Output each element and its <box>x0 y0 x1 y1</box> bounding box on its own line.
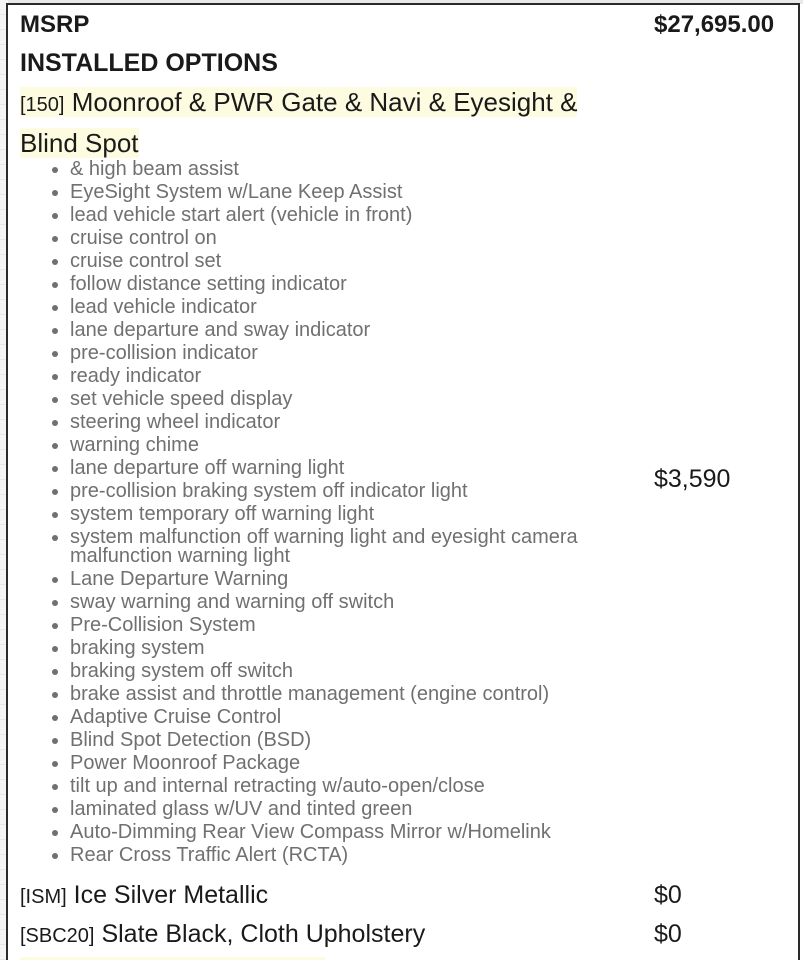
feature-item: • Auto-Dimming Rear View Compass Mirror w/Homelink <box>70 821 650 844</box>
feature-item: • set vehicle speed display <box>70 388 650 411</box>
option-name-line2: Blind Spot <box>20 128 139 158</box>
option-title <box>20 83 610 162</box>
option-name-line1: Moonroof & PWR Gate & Navi & Eyesight & <box>71 87 578 117</box>
feature-item: • system malfunction off warning light and eyesight camera malfunction warning light <box>70 526 650 568</box>
installed-options-title: INSTALLED OPTIONS <box>20 49 278 77</box>
msrp-price: $27,695.00 <box>654 11 775 38</box>
exterior-color-line <box>20 881 268 910</box>
feature-item: • laminated glass w/UV and tinted green <box>70 798 650 821</box>
window-sticker-popup <box>6 3 800 960</box>
feature-item: • Adaptive Cruise Control <box>70 706 650 729</box>
exterior-code: [ISM] <box>20 886 67 908</box>
option-title-highlight <box>20 87 577 117</box>
feature-item: • pre-collision braking system off indicator light <box>70 480 650 503</box>
interior-code: [SBC20] <box>20 925 95 947</box>
feature-item: • lane departure off warning light <box>70 457 650 480</box>
feature-item: • cruise control on <box>70 227 650 250</box>
feature-item: • brake assist and throttle management (engine control) <box>70 683 650 706</box>
msrp-label: MSRP <box>20 11 90 38</box>
feature-item: • system temporary off warning light <box>70 503 650 526</box>
option-price: $3,590 <box>654 465 731 493</box>
interior-line <box>20 920 425 949</box>
feature-item: • Pre-Collision System <box>70 614 650 637</box>
feature-item: • Rear Cross Traffic Alert (RCTA) <box>70 844 650 867</box>
feature-item: • pre-collision indicator <box>70 342 650 365</box>
feature-item: • braking system <box>70 637 650 660</box>
feature-item: • braking system off switch <box>70 660 650 683</box>
feature-item: • Lane Departure Warning <box>70 568 650 591</box>
feature-item: • EyeSight System w/Lane Keep Assist <box>70 181 650 204</box>
feature-item: • Power Moonroof Package <box>70 752 650 775</box>
option-feature-list <box>52 158 650 867</box>
feature-item: • steering wheel indicator <box>70 411 650 434</box>
exterior-name: Ice Silver Metallic <box>73 881 269 909</box>
feature-item: • follow distance setting indicator <box>70 273 650 296</box>
feature-item: • cruise control set <box>70 250 650 273</box>
feature-item: • lead vehicle indicator <box>70 296 650 319</box>
feature-item: • tilt up and internal retracting w/auto-open/close <box>70 775 650 798</box>
feature-item: • warning chime <box>70 434 650 457</box>
option-code: [150] <box>20 94 65 116</box>
feature-item: • lead vehicle start alert (vehicle in front) <box>70 204 650 227</box>
feature-item: • Blind Spot Detection (BSD) <box>70 729 650 752</box>
feature-item: • sway warning and warning off switch <box>70 591 650 614</box>
feature-item: • lane departure and sway indicator <box>70 319 650 342</box>
interior-price: $0 <box>654 920 682 948</box>
interior-name: Slate Black, Cloth Upholstery <box>101 920 426 948</box>
feature-item: • ready indicator <box>70 365 650 388</box>
feature-item: • & high beam assist <box>70 158 650 181</box>
exterior-price: $0 <box>654 881 682 909</box>
